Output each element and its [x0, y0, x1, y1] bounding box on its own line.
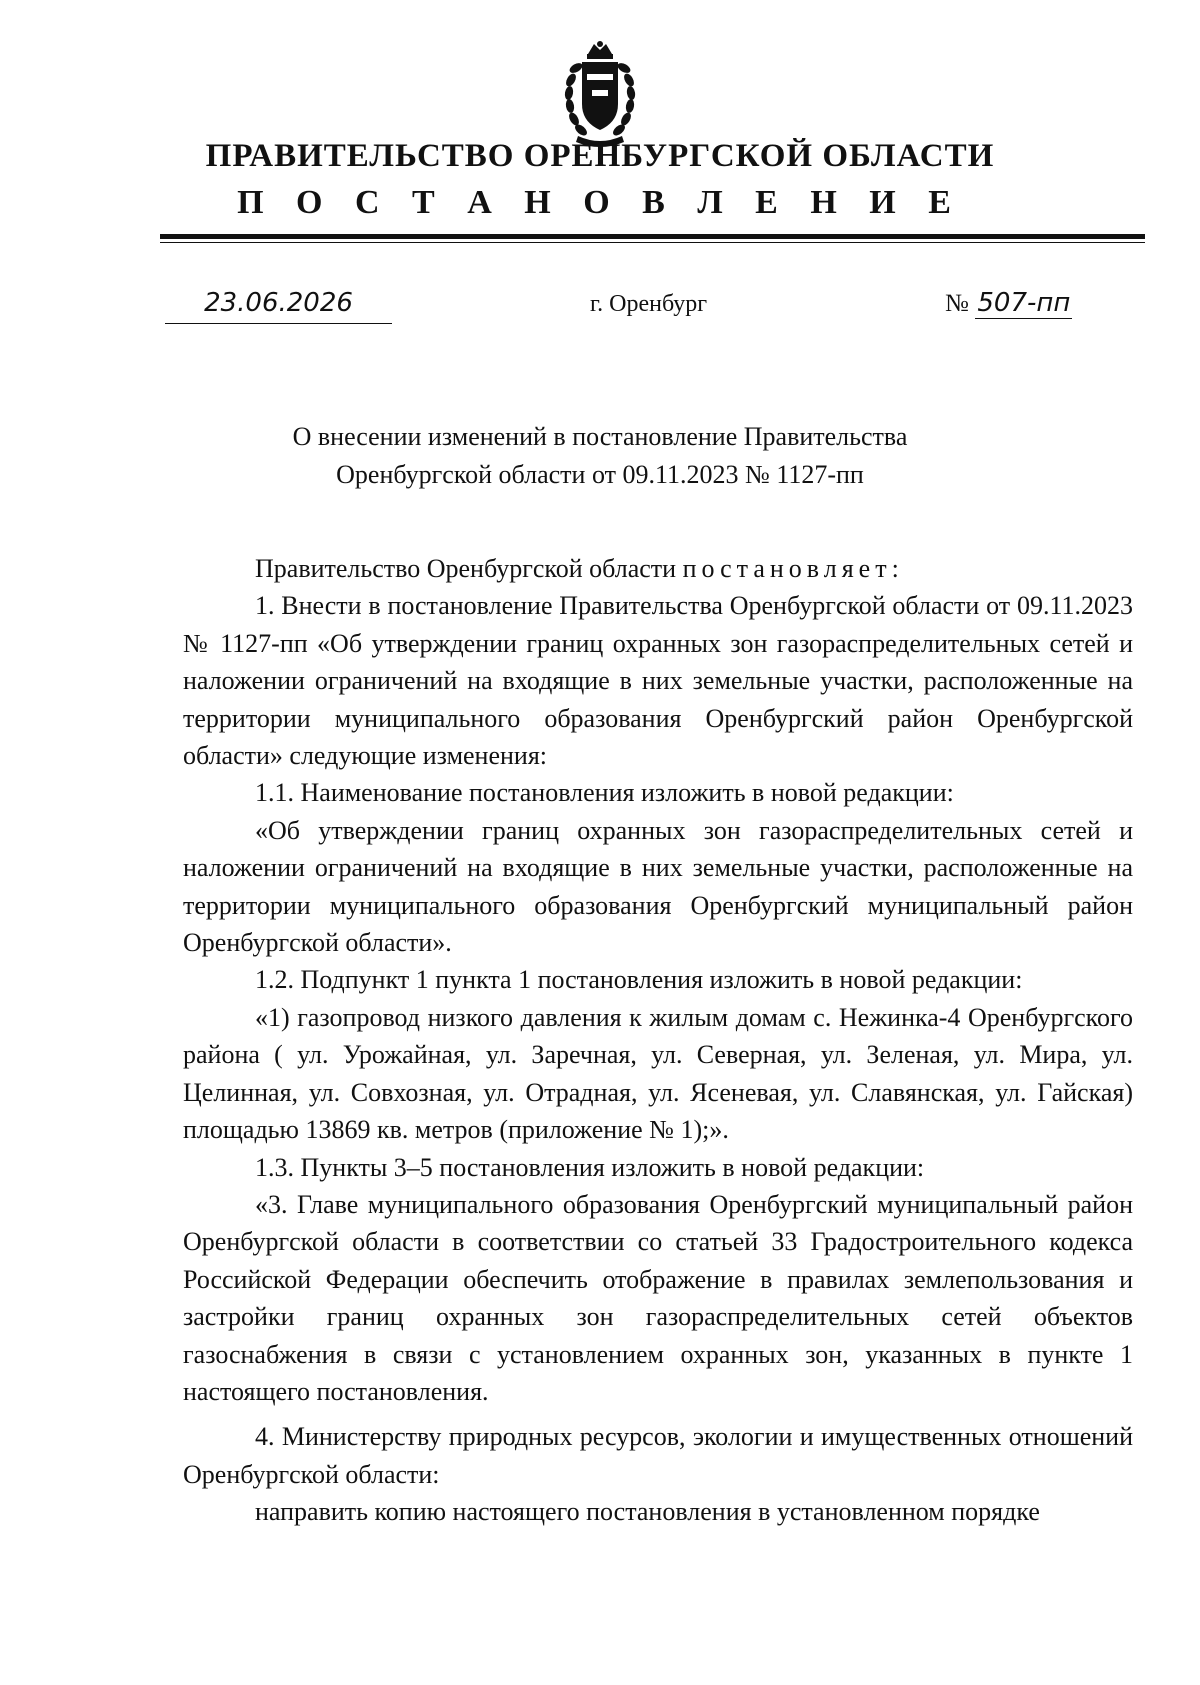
paragraph-1-3: 1.3. Пункты 3–5 постановления изложить в новой редакции:	[255, 1152, 925, 1182]
header-divider-thick	[160, 234, 1145, 239]
document-number	[945, 283, 1072, 323]
preamble-paragraph	[183, 550, 1133, 587]
paragraph-3: «3. Главе муниципального образования Оренбургский муниципальный район Оренбургской области в соответствии со статьей 33 Градостроительного кодекса Российской Федерации обеспечить отображение в правилах землепользования и застройки границ охранных зон газораспределительных сетей объектов газоснабжения в связи с установлением охранных зон, указанных в пункте 1 настоящего постановления.	[183, 1189, 1133, 1406]
paragraph-1-1: 1.1. Наименование постановления изложить в новой редакции:	[255, 778, 954, 808]
coat-of-arms-emblem	[554, 40, 646, 150]
paragraph-4: 4. Министерству природных ресурсов, экологии и имущественных отношений Оренбургской области:	[183, 1422, 1133, 1489]
paragraph-4-text: направить копию настоящего постановления в установленном порядке	[255, 1497, 1040, 1527]
preamble-verb: постановляет:	[682, 554, 904, 583]
paragraph-1-2-text: «1) газопровод низкого давления к жилым домам с. Нежинка-4 Оренбургского района ( ул. Урожайная, ул. Заречная, ул. Северная, ул. Зеленая, ул. Мира, ул. Целинная, ул. Совхозная, ул. Отрадная, ул. Ясеневая, ул. Славянская, ул. Гайская) площадью 13869 кв. метров (приложение № 1);».	[183, 1002, 1133, 1145]
paragraph-1: 1. Внести в постановление Правительства Оренбургской области от 09.11.2023 № 1127-пп «Об утверждении границ охранных зон газораспределительных сетей и наложении ограничений на входящие в них земельные участки, расположенные на территории муниципального образования Оренбургский район Оренбургской области» следующие изменения:	[183, 591, 1133, 771]
paragraph-1-1-text: «Об утверждении границ охранных зон газораспределительных сетей и наложении ограничений на входящие в них земельные участки, расположенные на территории муниципального образования Оренбургский муниципальный район Оренбургской области».	[183, 815, 1133, 958]
document-type-title: П О С Т А Н О В Л Е Н И Е	[237, 184, 963, 221]
organization-title: ПРАВИТЕЛЬСТВО ОРЕНБУРГСКОЙ ОБЛАСТИ	[205, 138, 995, 174]
document-body	[183, 550, 1133, 1531]
subject-line-1: О внесении изменений в постановление Правительства	[292, 422, 908, 451]
number-sign: №	[945, 290, 969, 317]
document-city: г. Оренбург	[590, 291, 708, 317]
document-date: 23.06.2026	[165, 283, 392, 324]
paragraph-1-2: 1.2. Подпункт 1 пункта 1 постановления изложить в новой редакции:	[255, 965, 1023, 995]
preamble-text: Правительство Оренбургской области	[255, 554, 677, 583]
header-divider-thin	[160, 242, 1145, 243]
document-subject	[0, 418, 1200, 494]
subject-line-2: Оренбургской области от 09.11.2023 № 1127-пп	[336, 460, 864, 489]
number-value: 507-пп	[977, 288, 1071, 318]
